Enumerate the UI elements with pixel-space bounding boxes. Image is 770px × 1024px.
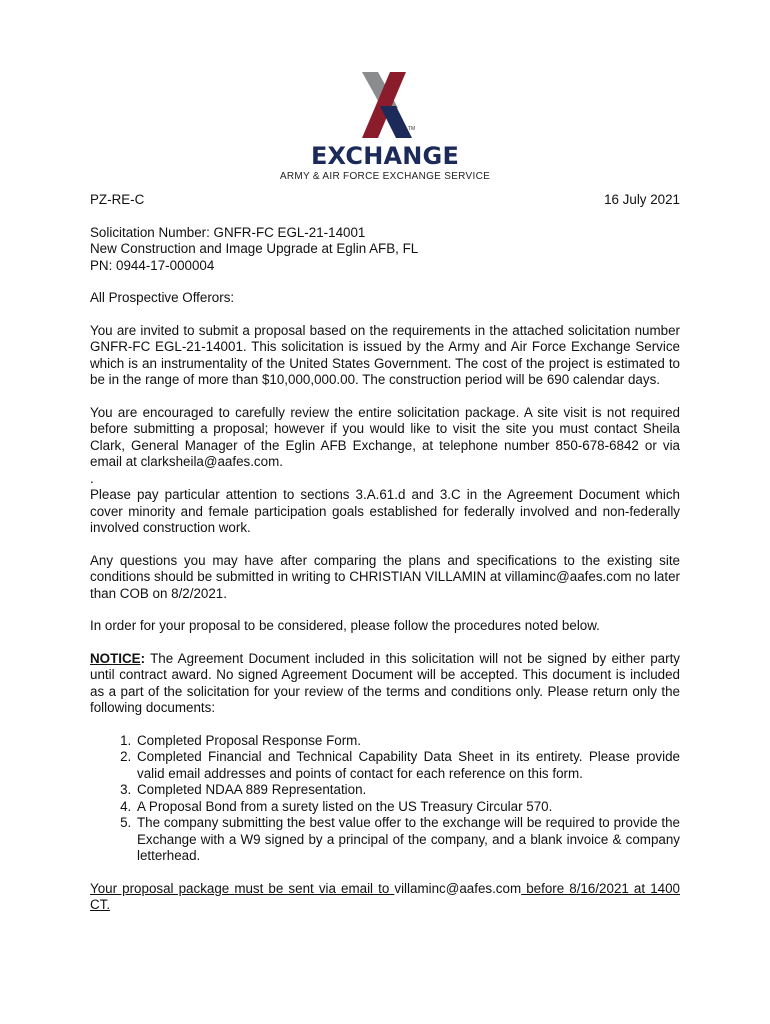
solicitation-number: Solicitation Number: GNFR-FC EGL-21-14001 [90,224,366,240]
list-item: 2. Completed Financial and Technical Capability Data Sheet in its entirety. Please provide valid email addresses and points of contact for each reference on this form. [135,749,680,782]
subject-block [90,225,680,275]
paragraph-participation-goals: Please pay particular attention to sections 3.A.61.d and 3.C in the Agreement Document which cover minority and female participation goals established for federally involved and non-federally involved construction work. [90,487,680,535]
stray-period: . [90,470,94,486]
brand-subtitle: ARMY & AIR FORCE EXCHANGE SERVICE [279,171,491,182]
list-item: 3. Completed NDAA 889 Representation. [135,782,680,799]
brand-name: EXCHANGE [310,142,460,170]
notice-colon: : [140,650,146,666]
exchange-logo [0,70,770,182]
notice-label: NOTICE [90,650,141,666]
letter-date: 16 July 2021 [604,192,680,207]
paragraph-procedures: In order for your proposal to be considered, please follow the procedures noted below. [90,618,600,633]
paragraph-invitation: You are invited to submit a proposal based on the requirements in the attached solicitation number GNFR-FC EGL-21-14001. This solicitation is issued by the Army and Air Force Exchange Service which is an instrumentality of the United States Government. The cost of the project is estimated to be in the range of more than $10,000,000.00. The construction period will be 690 calendar days. [90,322,680,387]
letter-body [90,192,680,930]
trademark-mark: TM [408,126,416,132]
reference-code: PZ-RE-C [90,192,145,207]
letter-header [90,192,680,209]
closing-deadline: before 8/16/2021 at 1400 CT. [90,880,680,912]
project-title: New Construction and Image Upgrade at Eglin AFB, FL [90,241,419,256]
closing-paragraph [90,881,680,914]
notice-paragraph [90,651,680,717]
salutation: All Prospective Offerors: [90,290,235,305]
list-item: 5. The company submitting the best value offer to the exchange will be required to provide the Exchange with a W9 signed by a principal of the company, and a blank invoice & company letterhead. [135,815,680,865]
list-item: 1. Completed Proposal Response Form. [135,733,680,750]
paragraph-questions: Any questions you may have after comparing the plans and specifications to the existing site conditions should be submitted in writing to CHRISTIAN VILLAMIN at villaminc@aafes.com no later than COB on 8/2/2021. [90,552,680,601]
required-documents-list [90,733,680,865]
proposal-email-address: villaminc@aafes.com [394,880,522,896]
list-item: 4. A Proposal Bond from a surety listed on the US Treasury Circular 570. [135,799,680,816]
notice-text: The Agreement Document included in this solicitation will not be signed by either party until contract award. No signed Agreement Document will be accepted. This document is included as a part of the solicitation for your review of the terms and conditions only. Please return only the following documents: [90,650,680,715]
closing-text-start: Your proposal package must be sent via email to [90,880,395,896]
exchange-x-logo-icon [340,70,430,140]
paragraph-site-visit: You are encouraged to carefully review the entire solicitation package. A site visit is not required before submitting a proposal; however if you would like to visit the site you must contact Sheila Clark, General Manager of the Eglin AFB Exchange, at telephone number 850-678-6842 or via email at clarksheila@aafes.com. [90,404,680,469]
project-number: PN: 0944-17-000004 [90,257,215,273]
